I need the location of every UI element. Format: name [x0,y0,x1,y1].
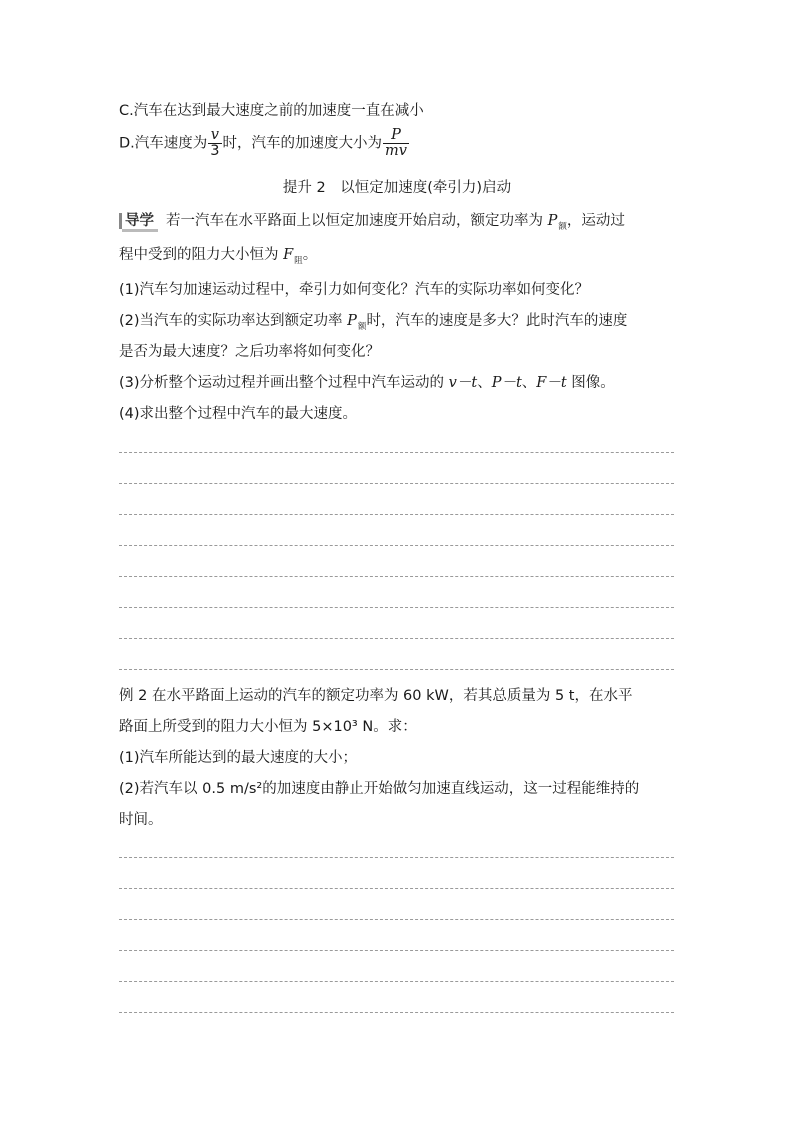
pt-graph-label: P－t [491,375,522,391]
p-subscript: 额 [558,222,567,232]
answer-line [119,514,674,515]
answer-line [119,1012,674,1013]
p-symbol: P [347,313,357,329]
question-1: (1)汽车匀加速运动过程中，牵引力如何变化？汽车的实际功率如何变化？ [119,282,590,298]
answer-line [119,669,674,670]
answer-line [119,950,674,951]
fraction-denominator: mv [385,143,407,159]
question-4: (4)求出整个过程中汽车的最大速度。 [119,406,358,422]
question-2-line-2: 是否为最大速度？之后功率将如何变化？ [119,344,380,360]
answer-line [119,638,674,639]
vt-graph-label: v－t [448,375,478,391]
answer-line [119,576,674,577]
guide-text: ，运动过 [566,213,625,229]
separator: 、 [521,375,537,391]
example-question-2: (2)若汽车以 0.5 m/s²的加速度由静止开始做匀加速直线运动，这一过程能维持的 [119,781,640,797]
question-text: (3)分析整个运动过程并画出整个过程中汽车运动的 [119,375,449,391]
separator: 、 [477,375,492,391]
fraction-p-over-mv [383,128,409,159]
answer-line [119,607,674,608]
question-text: (2)当汽车的实际功率达到额定功率 [119,313,348,329]
answer-line [119,857,674,858]
question-2 [119,311,627,333]
p-subscript: 额 [357,322,367,332]
option-d-middle: 时，汽车的加速度大小为 [222,135,383,152]
question-3 [119,373,615,393]
answer-line [119,888,674,889]
guide-text: 程中受到的阻力大小恒为 [119,247,284,263]
example-line-2: 路面上所受到的阻力大小恒为 5×10³ N。求： [119,719,417,735]
option-c: C.汽车在达到最大速度之前的加速度一直在减小 [119,103,424,119]
f-symbol: F [283,247,294,263]
section-title: 提升 2 以恒定加速度(牵引力)启动 [282,180,512,196]
example-line-1: 例 2 在水平路面上运动的汽车的额定功率为 60 kW，若其总质量为 5 t，在水平 [119,688,633,704]
f-subscript: 阻 [294,256,303,266]
guide-text: 。 [302,247,318,263]
option-d-prefix: D.汽车速度为 [119,135,208,152]
question-text: 图像。 [566,375,615,391]
answer-line [119,483,674,484]
guide-badge: 导学 [119,211,158,231]
fraction-v-over-3 [208,128,221,159]
question-text: 时，汽车的速度是多大？此时汽车的速度 [366,313,628,329]
answer-line [119,919,674,920]
answer-line [119,981,674,982]
option-d [119,128,410,159]
answer-line [119,545,674,546]
fraction-numerator: P [391,127,401,143]
fraction-denominator: 3 [210,143,220,159]
guide-text: 若一汽车在水平路面上以恒定加速度开始启动，额定功率为 [166,213,548,229]
example-question-1: (1)汽车所能达到的最大速度的大小； [119,750,358,766]
answer-line [119,452,674,453]
ft-graph-label: F－t [536,375,567,391]
guide-line-1 [119,211,625,233]
p-symbol: P [547,213,558,229]
example-question-2-line-2: 时间。 [119,812,163,828]
guide-line-2 [119,245,317,267]
fraction-numerator: v [210,127,219,143]
